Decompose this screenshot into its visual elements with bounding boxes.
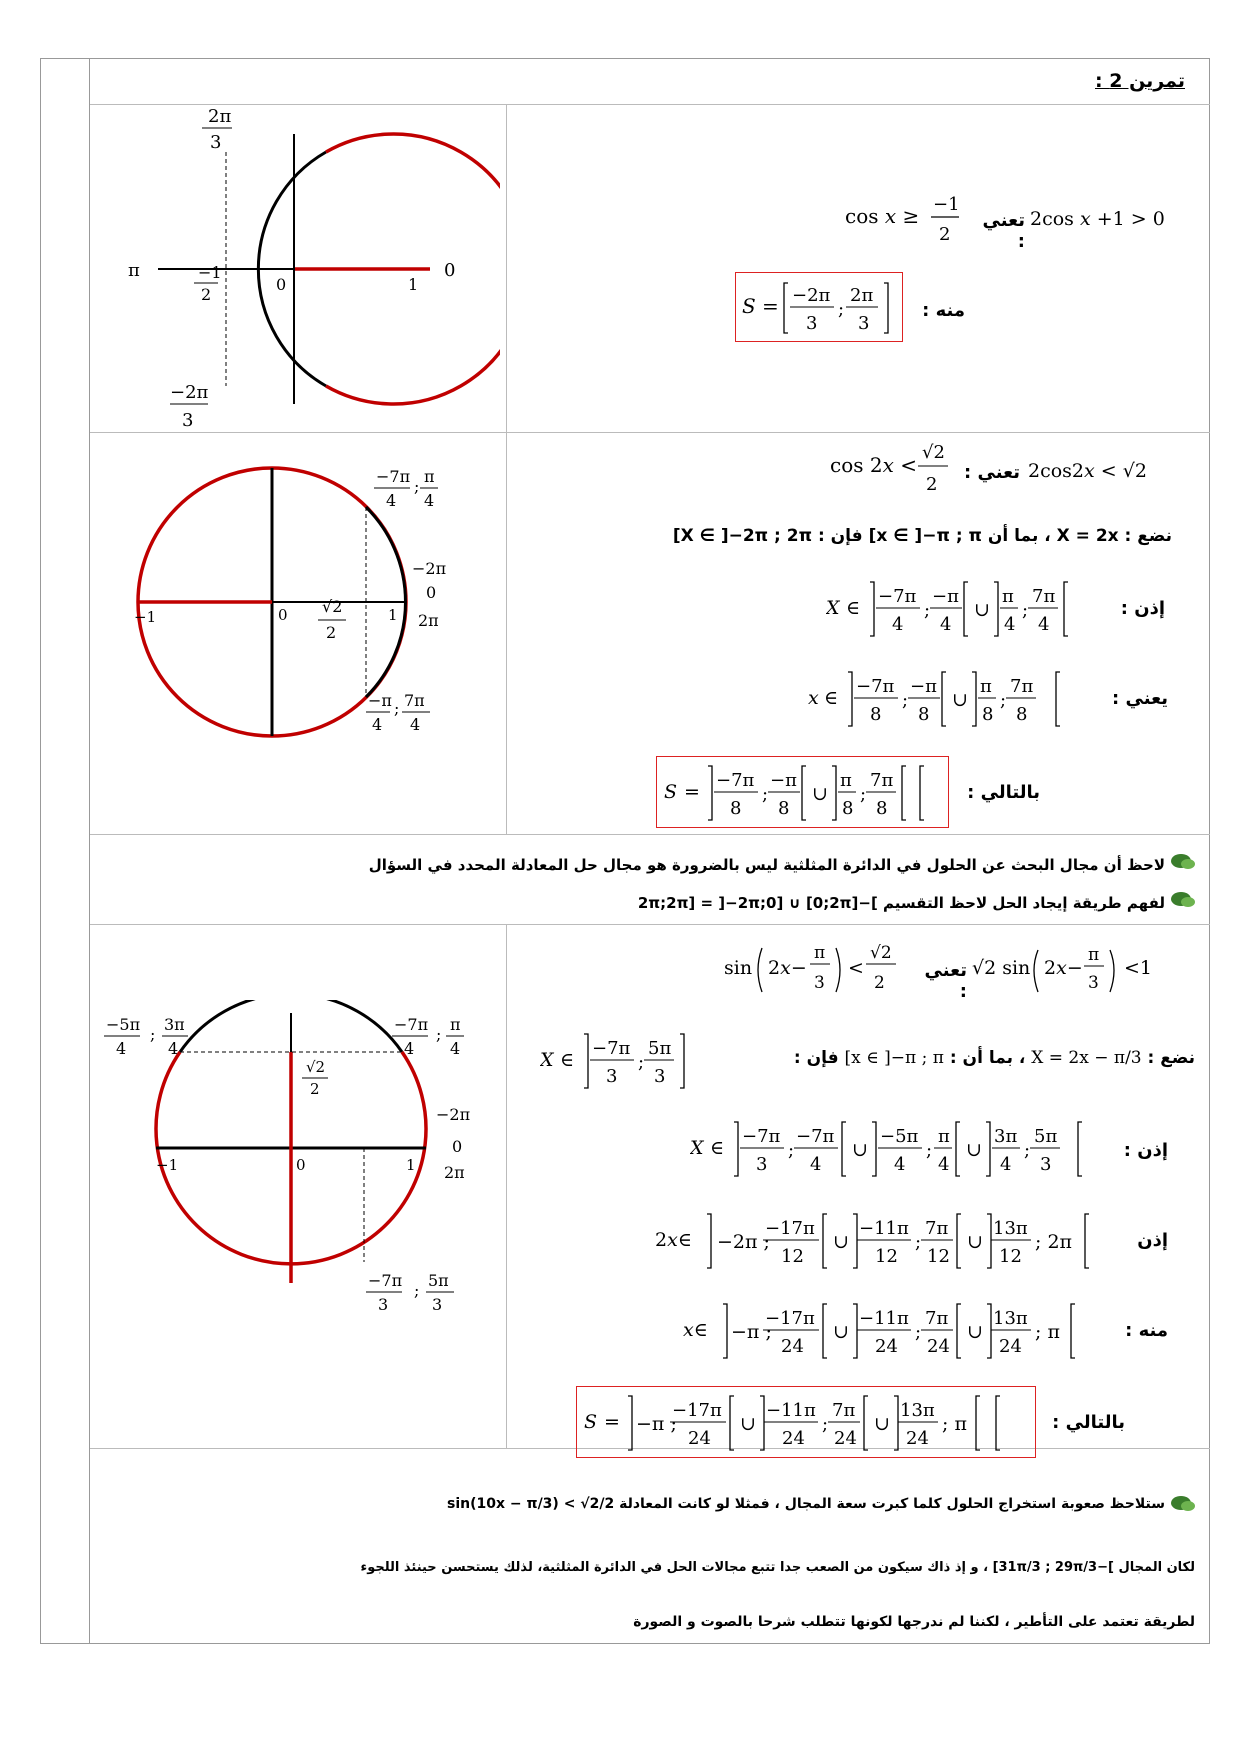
svg-text:∪: ∪ [967, 1321, 983, 1343]
speech-bubble-icon [1170, 852, 1196, 872]
svg-text:5π: 5π [428, 1271, 449, 1290]
svg-text:4: 4 [1004, 614, 1016, 635]
svg-text:3: 3 [654, 1066, 666, 1087]
svg-text:;: ; [915, 1232, 922, 1253]
svg-text:;: ; [926, 1140, 933, 1161]
note-1: لاحظ أن مجال البحث عن الحلول في الدائرة المثلثية ليس بالضرورة هو مجال حل المعادلة المحدد في السؤال [368, 856, 1165, 874]
svg-text:; π: ; π [1035, 1321, 1060, 1343]
svg-text:7π: 7π [870, 770, 894, 791]
svg-text:24: 24 [999, 1336, 1022, 1357]
svg-text:S: S [664, 781, 678, 803]
svg-text:24: 24 [688, 1428, 711, 1449]
unit-circle-3 [96, 1000, 506, 1320]
part3-line2: نضع : X = 2x − π/3 ، بما أن : x ∈ ]−π ; π] فإن : [793, 1048, 1195, 1068]
svg-text:;: ; [1024, 1140, 1031, 1161]
part2-line3-math [826, 574, 1111, 644]
svg-text:1: 1 [408, 275, 419, 294]
svg-text:2: 2 [939, 224, 951, 245]
svg-text:√2: √2 [306, 1058, 326, 1076]
svg-text:4: 4 [116, 1039, 127, 1058]
svg-text:8: 8 [778, 798, 790, 819]
svg-text:;: ; [902, 690, 909, 711]
svg-text:−2π ;: −2π ; [717, 1231, 770, 1253]
svg-text:−π: −π [368, 691, 392, 710]
note-2: لفهم طريقة إيجاد الحل لاحظ التقسيم ]−2π;2π] = ]−2π;0] ∪ [0;2π] [637, 894, 1165, 912]
svg-text:3π: 3π [164, 1015, 185, 1034]
unit-circle-1 [100, 108, 500, 428]
svg-text:3: 3 [606, 1066, 618, 1087]
part3-label-1: تعني : [924, 960, 967, 1002]
svg-text:4: 4 [894, 1154, 906, 1175]
svg-text:π: π [128, 260, 140, 281]
svg-text:π: π [980, 676, 992, 697]
svg-text:∪: ∪ [740, 1413, 756, 1435]
note-5: لطريقة تعتمد على التأطير ، لكننا لم ندرجها لكونها تتطلب شرحا بالصوت و الصورة [633, 1614, 1195, 1630]
svg-text:7π: 7π [1032, 586, 1056, 607]
svg-text:4: 4 [424, 491, 435, 510]
svg-text:−π: −π [910, 676, 937, 697]
part2-eq-right [830, 436, 955, 502]
svg-text:3π: 3π [994, 1126, 1018, 1147]
svg-text:x: x [808, 687, 819, 709]
svg-text:√2 sin: √2 sin [972, 957, 1031, 979]
svg-text:;: ; [414, 477, 420, 496]
part2-label-4: يعني : [1112, 688, 1168, 709]
part3-line4-math [655, 1206, 1120, 1276]
svg-text:3: 3 [432, 1295, 443, 1314]
part1-eq-right [845, 188, 965, 258]
svg-text:; π: ; π [942, 1413, 967, 1435]
svg-text:−2π: −2π [436, 1105, 471, 1124]
part1-result-label: منه : [922, 300, 965, 321]
svg-text:24: 24 [906, 1428, 929, 1449]
svg-text:√2: √2 [870, 943, 892, 963]
svg-text:24: 24 [782, 1428, 805, 1449]
svg-text:1: 1 [406, 1156, 416, 1174]
svg-text:−7π: −7π [716, 770, 755, 791]
svg-text:sin: sin [724, 957, 753, 979]
part2-solution [660, 758, 950, 828]
svg-text:4: 4 [1038, 614, 1050, 635]
svg-text:−1: −1 [933, 194, 960, 215]
svg-text:−17π: −17π [765, 1218, 815, 1239]
svg-text:−π ;: −π ; [636, 1413, 677, 1435]
svg-text:2π: 2π [208, 108, 232, 127]
svg-text:π: π [938, 1126, 950, 1147]
svg-text:3: 3 [858, 313, 870, 334]
svg-text:;: ; [1000, 690, 1007, 711]
svg-text:4: 4 [168, 1039, 179, 1058]
svg-text:8: 8 [842, 798, 854, 819]
svg-text:13π: 13π [993, 1218, 1028, 1239]
svg-text:=: = [684, 781, 700, 803]
svg-text:2x−: 2x− [1044, 957, 1083, 979]
part3-line2-math [540, 1026, 715, 1096]
svg-text:−2π: −2π [792, 285, 831, 306]
svg-text:π: π [1002, 586, 1014, 607]
svg-text:π: π [814, 943, 826, 963]
svg-text:24: 24 [781, 1336, 804, 1357]
svg-text:∪: ∪ [966, 1139, 982, 1161]
svg-text:8: 8 [870, 704, 882, 725]
svg-text:−5π: −5π [880, 1126, 919, 1147]
svg-text:=: = [604, 1411, 620, 1433]
divider [90, 834, 1210, 835]
column-divider [506, 924, 507, 1448]
svg-text:2x∈: 2x∈ [655, 1229, 692, 1251]
svg-text:−2π: −2π [412, 559, 447, 578]
svg-text:−1: −1 [198, 263, 222, 282]
svg-text:4: 4 [372, 715, 383, 734]
svg-text:12: 12 [999, 1246, 1022, 1267]
svg-text:3: 3 [182, 410, 194, 428]
svg-text:; 2π: ; 2π [1035, 1231, 1073, 1253]
part3-eq-left [972, 938, 1187, 1002]
svg-text:cos x ≥: cos x ≥ [845, 204, 920, 228]
svg-text:−5π: −5π [106, 1015, 141, 1034]
svg-text:∪: ∪ [974, 599, 990, 621]
svg-text:3: 3 [1040, 1154, 1052, 1175]
svg-text:;: ; [822, 1414, 829, 1435]
part1-solution [738, 275, 903, 341]
svg-text:∪: ∪ [874, 1413, 890, 1435]
svg-text:x∈: x∈ [683, 1319, 708, 1341]
svg-text:4: 4 [892, 614, 904, 635]
svg-text:7π: 7π [925, 1308, 949, 1329]
divider [90, 924, 1210, 925]
svg-text:−7π: −7π [742, 1126, 781, 1147]
svg-text:4: 4 [940, 614, 952, 635]
unit-circle-2 [100, 436, 500, 832]
part3-label-5: منه : [1125, 1320, 1168, 1341]
svg-text:4: 4 [810, 1154, 822, 1175]
divider [90, 104, 1210, 105]
exercise-title: تمرين 2 : [1095, 70, 1185, 92]
svg-text:π: π [450, 1015, 461, 1034]
svg-text:8: 8 [982, 704, 994, 725]
svg-text:12: 12 [875, 1246, 898, 1267]
svg-text:0: 0 [276, 275, 287, 294]
svg-text:7π: 7π [925, 1218, 949, 1239]
part3-eq-right [724, 934, 909, 1002]
svg-text:−π ;: −π ; [731, 1321, 772, 1343]
part2-line2: نضع : X = 2x ، بما أن x ∈ ]−π ; π] فإن : X ∈ ]−2π ; 2π] [672, 526, 1172, 546]
part3-line5-math [683, 1296, 1108, 1366]
svg-text:2: 2 [926, 474, 938, 495]
svg-text:2x−: 2x− [768, 957, 807, 979]
svg-text:−11π: −11π [859, 1218, 909, 1239]
svg-text:;: ; [788, 1140, 795, 1161]
divider [90, 432, 1210, 433]
svg-text:4: 4 [450, 1039, 461, 1058]
svg-text:π: π [1088, 945, 1100, 965]
svg-text:4: 4 [386, 491, 397, 510]
svg-text:3: 3 [1088, 973, 1099, 993]
svg-text:−7π: −7π [856, 676, 895, 697]
svg-text:7π: 7π [1010, 676, 1034, 697]
svg-text:8: 8 [876, 798, 888, 819]
svg-text:S: S [584, 1411, 598, 1433]
svg-text:;: ; [924, 600, 931, 621]
svg-text:12: 12 [781, 1246, 804, 1267]
svg-text:−π: −π [932, 586, 959, 607]
svg-text:√2: √2 [322, 597, 343, 616]
svg-text:<1: <1 [1124, 957, 1153, 979]
svg-text:2: 2 [874, 973, 885, 993]
svg-text:8: 8 [730, 798, 742, 819]
svg-text:0: 0 [426, 583, 437, 602]
svg-text:∪: ∪ [833, 1231, 849, 1253]
part2-line4-math [808, 664, 1098, 734]
svg-text:0: 0 [444, 260, 456, 281]
svg-text:X: X [540, 1049, 554, 1071]
svg-text:−7π: −7π [394, 1015, 429, 1034]
svg-text:13π: 13π [993, 1308, 1028, 1329]
svg-text:−7π: −7π [368, 1271, 403, 1290]
svg-text:8: 8 [918, 704, 930, 725]
svg-text:5π: 5π [1034, 1126, 1058, 1147]
svg-text:S: S [742, 294, 756, 318]
part3-label-4: إذن [1137, 1230, 1168, 1251]
svg-text:;: ; [860, 784, 867, 805]
svg-text:24: 24 [875, 1336, 898, 1357]
svg-text:;: ; [1022, 600, 1029, 621]
svg-text:8: 8 [1016, 704, 1028, 725]
svg-text:<: < [848, 957, 864, 979]
svg-text:0: 0 [296, 1156, 306, 1174]
svg-text:−7π: −7π [796, 1126, 835, 1147]
part2-label-1: تعني : [964, 462, 1020, 483]
svg-text:=: = [762, 294, 779, 318]
svg-text:0: 0 [278, 606, 288, 624]
svg-text:7π: 7π [404, 691, 425, 710]
svg-text:2: 2 [201, 285, 212, 304]
svg-text:∈: ∈ [560, 1049, 575, 1071]
part1-eq-left: 2cos x +1 > 0 [1030, 208, 1165, 230]
note-4: لكان المجال ]−31π/3 ; 29π/3] ، و إذ ذاك سيكون من الصعب جدا تتبع مجالات الحل في الدائرة المثلثية، لذلك يستحسن حينئذ اللجوء [360, 1560, 1195, 1575]
column-divider [506, 432, 507, 834]
svg-text:;: ; [394, 699, 400, 718]
svg-text:5π: 5π [648, 1038, 672, 1059]
svg-text:3: 3 [378, 1295, 389, 1314]
svg-text:2: 2 [326, 623, 337, 642]
svg-text:0: 0 [452, 1137, 463, 1156]
svg-text:−17π: −17π [672, 1400, 722, 1421]
svg-text:∪: ∪ [812, 783, 828, 805]
svg-text:13π: 13π [900, 1400, 935, 1421]
svg-text:24: 24 [927, 1336, 950, 1357]
svg-text:;: ; [915, 1322, 922, 1343]
svg-text:−11π: −11π [766, 1400, 816, 1421]
svg-text:π: π [424, 467, 435, 486]
svg-text:;: ; [436, 1025, 442, 1044]
svg-text:3: 3 [814, 973, 825, 993]
svg-text:;: ; [150, 1025, 156, 1044]
svg-text:π: π [840, 770, 852, 791]
svg-text:−11π: −11π [859, 1308, 909, 1329]
svg-text:∈: ∈ [824, 687, 839, 709]
column-divider [506, 104, 507, 432]
svg-text:;: ; [838, 299, 845, 320]
note-3: ستلاحظ صعوبة استخراج الحلول كلما كبرت سعة المجال ، فمثلا لو كانت المعادلة sin(10x − π/3) < √2/2 [447, 1496, 1165, 1512]
part1-label: تعني : [982, 210, 1025, 252]
svg-text:1: 1 [388, 606, 398, 624]
svg-text:−2π: −2π [170, 382, 209, 403]
svg-text:∪: ∪ [833, 1321, 849, 1343]
svg-text:∪: ∪ [852, 1139, 868, 1161]
part2-label-5: بالتالي : [967, 782, 1040, 803]
part3-line3-math [690, 1114, 1110, 1184]
svg-text:−17π: −17π [765, 1308, 815, 1329]
svg-text:12: 12 [927, 1246, 950, 1267]
svg-text:2π: 2π [850, 285, 874, 306]
svg-text:4: 4 [404, 1039, 415, 1058]
svg-text:2: 2 [310, 1080, 320, 1098]
svg-text:3: 3 [806, 313, 818, 334]
svg-text:∪: ∪ [967, 1231, 983, 1253]
part3-solution [580, 1388, 1035, 1458]
svg-text:24: 24 [834, 1428, 857, 1449]
svg-text:2π: 2π [418, 611, 439, 630]
speech-bubble-icon [1170, 1494, 1196, 1514]
svg-text:−7π: −7π [376, 467, 411, 486]
svg-text:7π: 7π [832, 1400, 856, 1421]
svg-text:4: 4 [1000, 1154, 1012, 1175]
svg-text:4: 4 [938, 1154, 950, 1175]
svg-text:−1: −1 [156, 1156, 179, 1174]
part2-label-3: إذن : [1120, 598, 1165, 619]
part3-label-3: إذن : [1123, 1140, 1168, 1161]
svg-text:;: ; [762, 784, 769, 805]
svg-text:3: 3 [756, 1154, 768, 1175]
svg-text:cos 2x <: cos 2x < [830, 453, 917, 477]
margin-column [40, 58, 90, 1644]
part2-eq-left: 2cos2x < √2 [1028, 460, 1147, 482]
svg-text:2π: 2π [444, 1163, 465, 1182]
part3-label-6: بالتالي : [1052, 1412, 1125, 1433]
svg-text:3: 3 [210, 132, 222, 153]
svg-text:;: ; [414, 1281, 420, 1300]
speech-bubble-icon [1170, 890, 1196, 910]
svg-text:4: 4 [410, 715, 421, 734]
svg-text:∈: ∈ [710, 1137, 725, 1159]
svg-text:−7π: −7π [878, 586, 917, 607]
svg-text:−1: −1 [134, 608, 157, 626]
svg-text:X: X [690, 1137, 704, 1159]
svg-text:−π: −π [770, 770, 797, 791]
svg-text:∪: ∪ [952, 689, 968, 711]
svg-text:∈: ∈ [846, 597, 861, 619]
svg-text:√2: √2 [922, 442, 945, 463]
svg-text:X: X [826, 597, 840, 619]
svg-text:;: ; [638, 1052, 645, 1073]
svg-text:−7π: −7π [592, 1038, 631, 1059]
